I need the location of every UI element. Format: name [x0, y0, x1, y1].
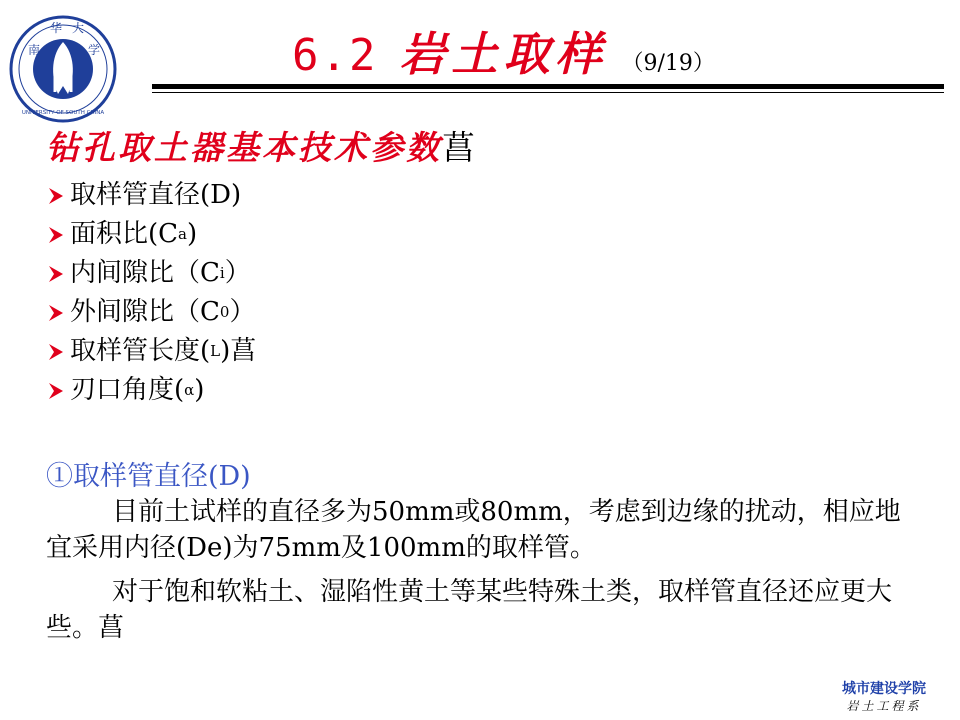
paragraph-2: 对于饱和软粘土、湿陷性黄土等某些特殊土类，取样管直径还应更大些。菖	[46, 577, 893, 643]
arrow-bullet-icon	[46, 301, 66, 325]
param-after: )菖	[220, 336, 257, 366]
param-text: 取样管直径(D)	[70, 180, 242, 210]
param-after: ）	[224, 258, 251, 288]
svg-text:华: 华	[50, 21, 63, 35]
section-number: 6.2	[292, 30, 378, 81]
arrow-bullet-icon	[46, 262, 66, 286]
slide-title	[292, 18, 715, 81]
param-text: 刃口角度(	[70, 375, 185, 405]
subtitle	[46, 122, 478, 169]
list-item	[46, 371, 256, 410]
page-indicator: （9/19）	[621, 51, 715, 76]
school-name: 城市建设学院	[842, 681, 926, 697]
title-underline-thin	[152, 92, 944, 93]
section-heading: ①取样管直径(D)	[46, 461, 251, 492]
param-text: 面积比(C	[70, 219, 179, 249]
svg-text:南: 南	[28, 43, 41, 57]
param-sub: a	[178, 225, 187, 243]
university-logo	[8, 14, 118, 124]
list-item	[46, 332, 256, 371]
footer	[842, 680, 926, 714]
svg-text:大: 大	[72, 21, 85, 35]
param-sub: L	[210, 342, 221, 360]
section-title: 岩土取样	[399, 27, 608, 81]
list-item	[46, 254, 256, 293]
param-after: ）	[229, 297, 256, 327]
param-text: 取样管长度(	[70, 336, 211, 366]
arrow-bullet-icon	[46, 340, 66, 364]
param-sub: 0	[219, 303, 230, 321]
list-item	[46, 215, 256, 254]
list-item	[46, 293, 256, 332]
param-sub: i	[219, 264, 225, 282]
arrow-bullet-icon	[46, 379, 66, 403]
title-underline-thick	[152, 84, 944, 89]
arrow-bullet-icon	[46, 223, 66, 247]
subtitle-text: 钻孔取土器基本技术参数	[46, 128, 442, 167]
param-after: )	[187, 219, 198, 249]
arrow-bullet-icon	[46, 184, 66, 208]
param-text: 外间隙比（C	[70, 297, 220, 327]
parameter-list	[46, 176, 256, 410]
department-name: 岩土工程系	[846, 699, 922, 713]
param-text: 内间隙比（C	[70, 258, 220, 288]
param-after: )	[194, 375, 205, 405]
param-sub: α	[184, 381, 195, 399]
subtitle-tail: 菖	[442, 128, 478, 167]
svg-text:UNIVERSITY OF SOUTH CHINA: UNIVERSITY OF SOUTH CHINA	[21, 110, 105, 116]
paragraph-1: 目前土试样的直径多为50mm或80mm，考虑到边缘的扰动，相应地宜采用内径(De)为75mm及100mm的取样管。	[46, 497, 901, 563]
list-item	[46, 176, 256, 215]
svg-text:学: 学	[88, 43, 101, 57]
